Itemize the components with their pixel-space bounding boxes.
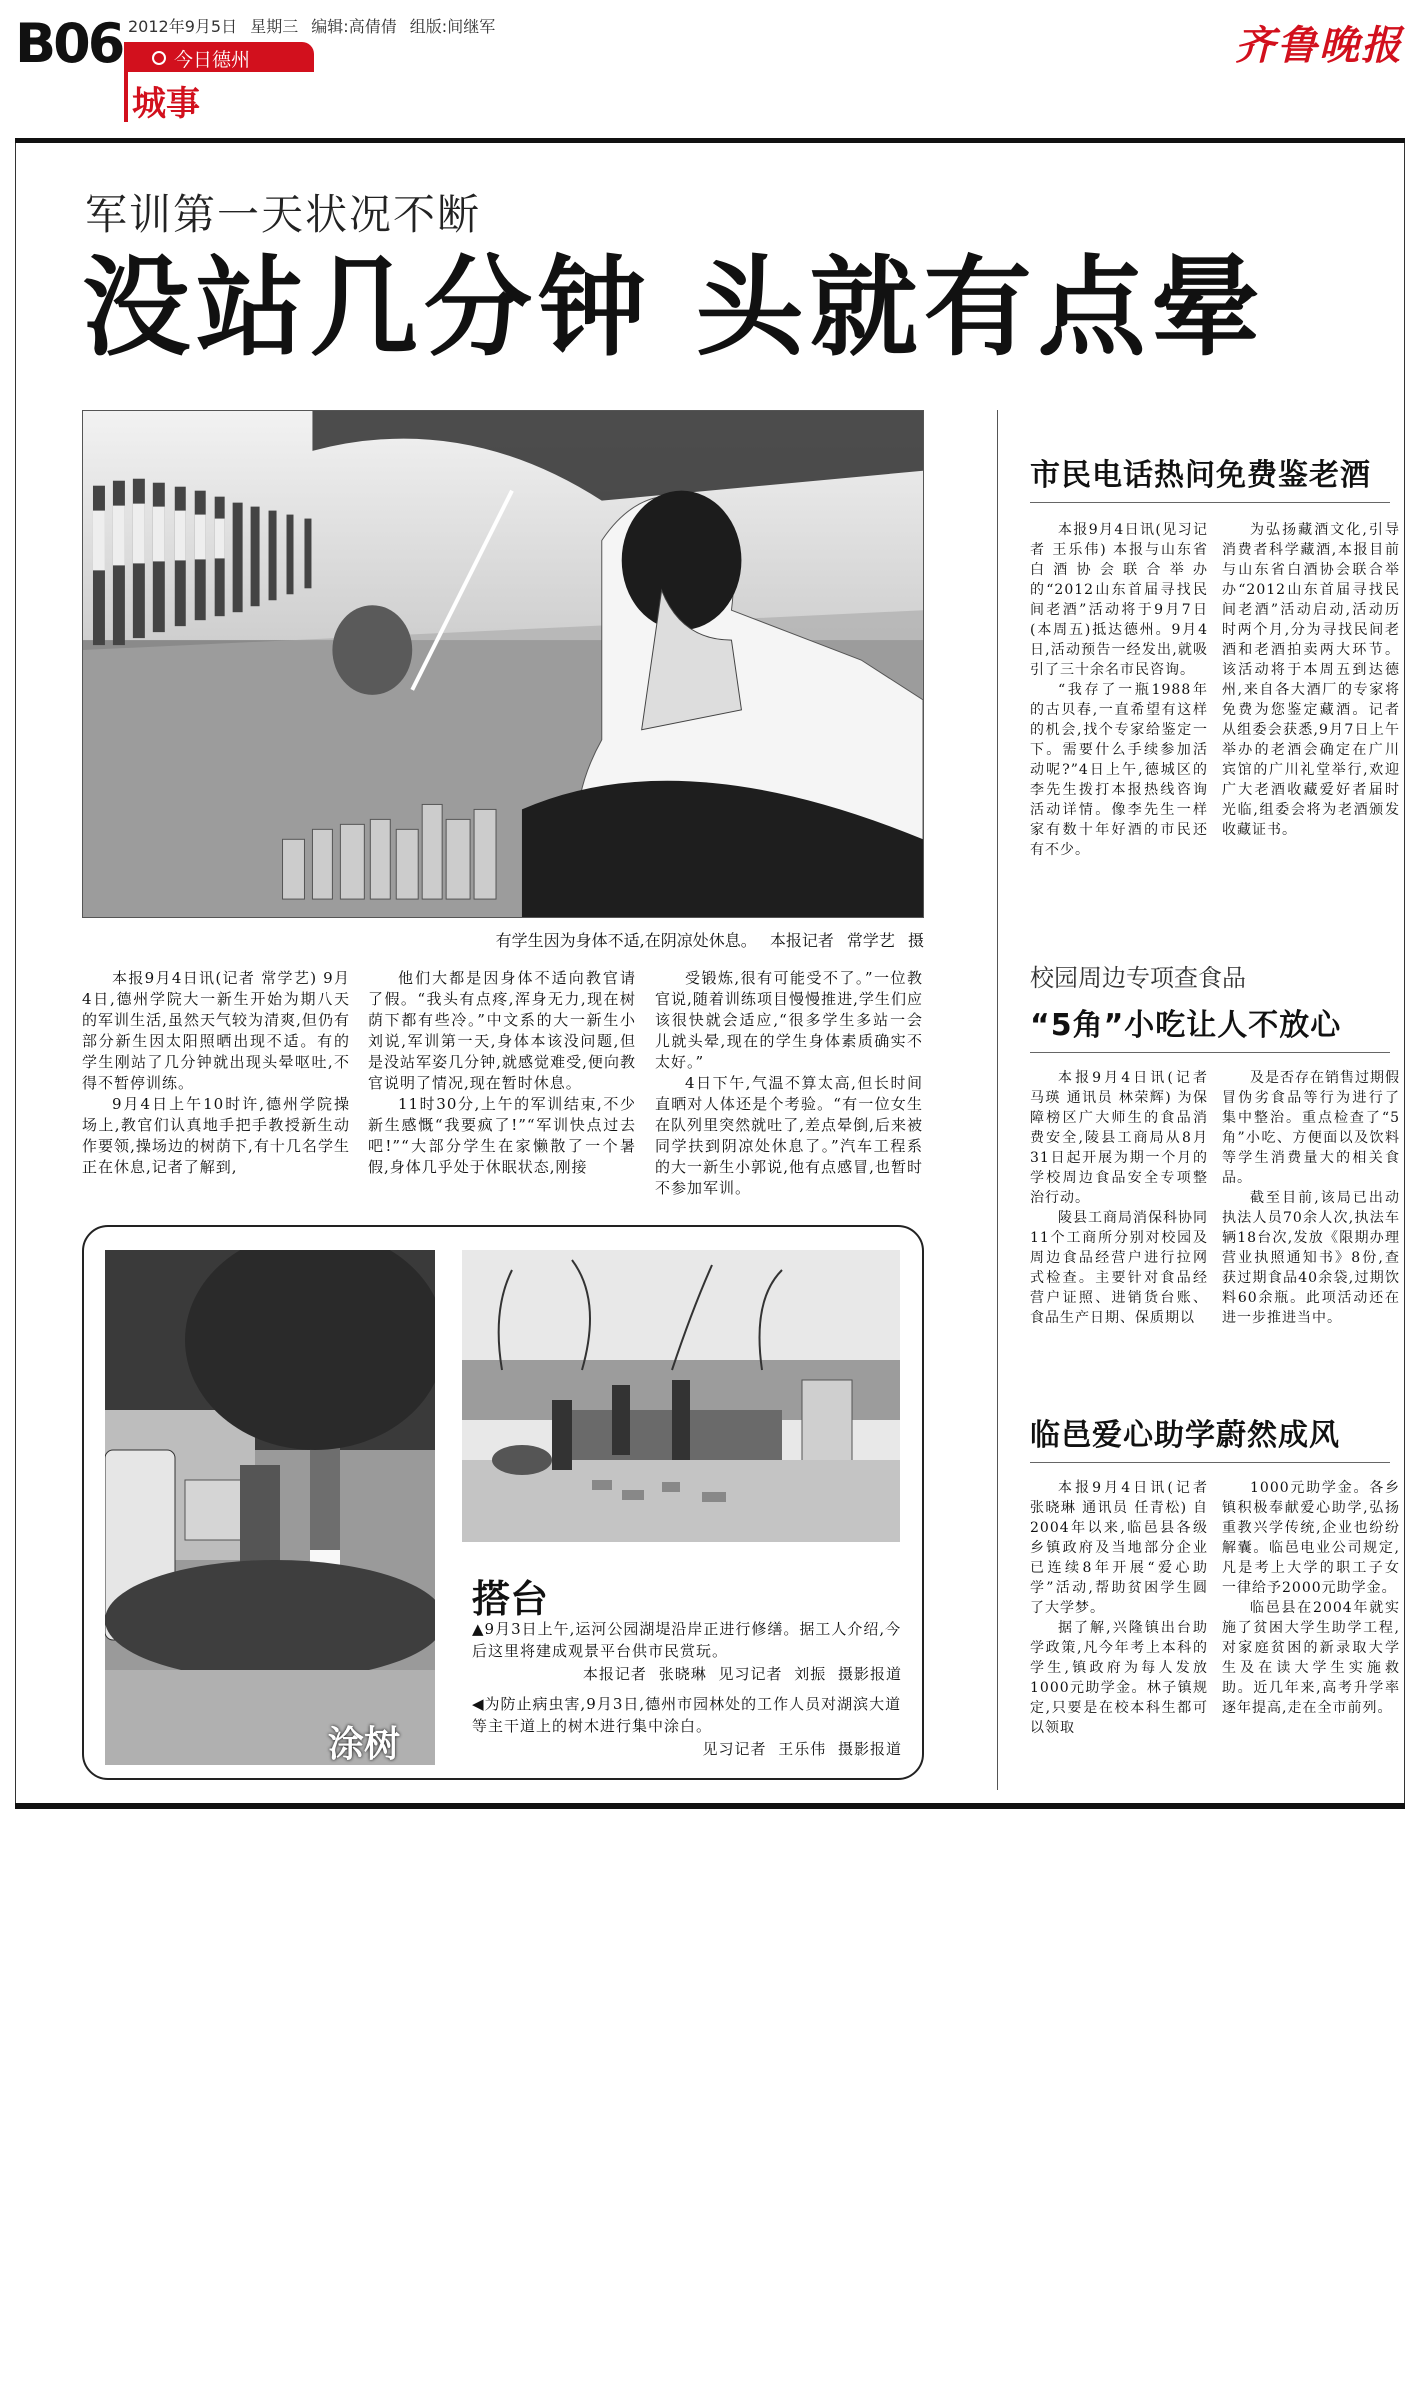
tree-painting-photo bbox=[105, 1250, 435, 1765]
paragraph: 受锻炼,很有可能受不了。”一位教官说,随着训练项目慢慢推进,学生们应该很快就会适应,“很多学生多站一会儿就头晕,现在的学生身体素质确实不太好。” bbox=[655, 969, 923, 1071]
issue-info bbox=[128, 14, 495, 37]
editor-credit: 编辑:高倩倩 bbox=[311, 17, 397, 36]
page-number: B06 bbox=[15, 12, 123, 75]
section-title: 城事 bbox=[132, 84, 200, 124]
masthead-logo: 齐鲁晚报 bbox=[1235, 22, 1403, 69]
photo-caption: 有学生因为身体不适,在阴凉处休息。 本报记者 常学艺 摄 bbox=[495, 931, 924, 950]
layout-credit: 组版:间继军 bbox=[409, 17, 496, 36]
photo-credit-datai: 本报记者 张晓琳 见习记者 刘振 摄影报道 bbox=[582, 1665, 902, 1683]
article-headline-food: “5角”小吃让人不放心 bbox=[1030, 1008, 1342, 1043]
paragraph: 本报9月4日讯(记者 马瑛 通讯员 林荣辉) 为保障榜区广大师生的食品消费安全,陵县工商局从8月31日起开展为期一个月的学校周边食品安全专项整治行动。 bbox=[1030, 1070, 1208, 1206]
rule bbox=[1030, 1052, 1390, 1053]
paragraph: 为弘扬藏酒文化,引导消费者科学藏酒,本报目前与山东省白酒协会联合举办“2012山东首届寻找民间老酒”活动启动,活动历时两个月,分为寻找民间老酒和老酒拍卖两大环节。该活动将于本周五到达德州,来自各大酒厂的专家将免费为您鉴定藏酒。记者从组委会获悉,9月7日上午举办的老酒会确定在广川宾馆的广川礼堂举行,欢迎广大老酒收藏爱好者届时光临,组委会将为老酒颁发收藏证书。 bbox=[1222, 522, 1400, 838]
paragraph: 他们大都是因身体不适向教官请了假。“我头有点疼,浑身无力,现在树荫下都有些冷。”中文系的大一新生小刘说,军训第一天,身体本该没问题,但是没站军姿几分钟,就感觉难受,便向教官说明了情况,现在暂时休息。 bbox=[368, 969, 636, 1092]
article-headline: 没站几分钟 头就有点晕 bbox=[82, 246, 1266, 371]
photo-caption-tushu: ◀为防止病虫害,9月3日,德州市园林处的工作人员对湖滨大道等主干道上的树木进行集中涂白。 bbox=[472, 1695, 902, 1735]
paragraph: 本报9月4日讯(记者 张晓琳 通讯员 任青松) 自2004年以来,临邑县各级乡镇政府及当地部分企业已连续8年开展“爱心助学”活动,帮助贫困学生圆了大学梦。 bbox=[1030, 1480, 1208, 1616]
paragraph: 本报9月4日讯(记者 常学艺) 9月4日,德州学院大一新生开始为期八天的军训生活,虽然天气较为清爽,但仍有部分新生因太阳照晒出现不适。有的学生刚站了几分钟就出现头晕呕吐,不得不暂停训练。 bbox=[82, 969, 350, 1092]
bottom-rule bbox=[15, 1803, 1405, 1809]
article-column bbox=[368, 968, 636, 1178]
article-column bbox=[1030, 1068, 1208, 1328]
section-tag: 今日德州 bbox=[128, 42, 314, 72]
paragraph: “我存了一瓶1988年的古贝春,一直希望有这样的机会,找个专家给鉴定一下。需要什么手续参加活动呢?”4日上午,德城区的李先生拨打本报热线咨询活动详情。像李先生一样家有数十年好酒的市民还有不少。 bbox=[1030, 682, 1208, 858]
paragraph: 9月4日上午10时许,德州学院操场上,教官们认真地手把手教授新生动作要领,操场边的树荫下,有十几名学生正在休息,记者了解到, bbox=[82, 1095, 350, 1176]
issue-date: 2012年9月5日 bbox=[128, 17, 238, 36]
article-kicker: 军训第一天状况不断 bbox=[85, 190, 482, 239]
article-column bbox=[82, 968, 350, 1178]
article-kicker-food: 校园周边专项查食品 bbox=[1030, 964, 1246, 992]
article-column bbox=[1030, 520, 1208, 860]
paragraph: 及是否存在销售过期假冒伪劣食品等行为进行了集中整治。重点检查了“5角”小吃、方便面以及饮料等学生消费量大的相关食品。 bbox=[1222, 1070, 1400, 1186]
paragraph: 截至目前,该局已出动执法人员70余人次,执法车辆18台次,发放《限期办理营业执照通知书》8份,查获过期食品40余袋,过期饮料60余瓶。此项活动还在进一步推进当中。 bbox=[1222, 1190, 1400, 1326]
article-column bbox=[1222, 1478, 1400, 1718]
article-column bbox=[655, 968, 923, 1199]
paragraph: 据了解,兴隆镇出台助学政策,凡今年考上本科的学生,镇政府为每人发放1000元助学金。林子镇规定,只要是在校本科生都可以领取 bbox=[1030, 1620, 1208, 1736]
column-separator bbox=[997, 410, 998, 1790]
paragraph: 11时30分,上午的军训结束,不少新生感慨“我要疯了!”“军训快点过去吧!”“大部分学生在家懒散了一个暑假,身体几乎处于休眠状态,刚接 bbox=[368, 1095, 636, 1176]
military-training-photo bbox=[82, 410, 924, 918]
paragraph: 陵县工商局消保科协同11个工商所分别对校园及周边食品经营户进行拉网式检查。主要针对食品经营户证照、进销货台账、食品生产日期、保质期以 bbox=[1030, 1210, 1208, 1326]
section-bar bbox=[124, 42, 128, 122]
paragraph: 临邑县在2004年就实施了贫困大学生助学工程,对家庭贫困的新录取大学生及在读大学生实施救助。近几年来,高考升学率逐年提高,走在全市前列。 bbox=[1222, 1600, 1400, 1716]
rule bbox=[1030, 1462, 1390, 1463]
paragraph: 本报9月4日讯(见习记者 王乐伟) 本报与山东省白酒协会联合举办的“2012山东首届寻找民间老酒”活动将于9月7日(本周五)抵达德州。9月4日,活动预告一经发出,就吸引了三十余名市民咨询。 bbox=[1030, 522, 1208, 678]
article-column bbox=[1030, 1478, 1208, 1738]
platform-construction-photo bbox=[462, 1250, 900, 1542]
article-column bbox=[1222, 520, 1400, 840]
article-column bbox=[1222, 1068, 1400, 1328]
article-headline-education: 临邑爱心助学蔚然成风 bbox=[1030, 1418, 1340, 1453]
photo-label-datai: 搭台 bbox=[472, 1577, 549, 1621]
photo-caption-datai: ▲9月3日上午,运河公园湖堤沿岸正进行修缮。据工人介绍,今后这里将建成观景平台供市民赏玩。 bbox=[472, 1620, 902, 1660]
rule bbox=[1030, 502, 1390, 503]
issue-weekday: 星期三 bbox=[250, 17, 299, 36]
photo-credit-tushu: 见习记者 王乐伟 摄影报道 bbox=[702, 1740, 902, 1758]
paragraph: 4日下午,气温不算太高,但长时间直晒对人体还是个考验。“有一位女生在队列里突然就吐了,差点晕倒,后来被同学扶到阴凉处休息了。”汽车工程系的大一新生小郭说,他有点感冒,也暂时不参加军训。 bbox=[655, 1074, 923, 1197]
paragraph: 1000元助学金。各乡镇积极奉献爱心助学,弘扬重教兴学传统,企业也纷纷解囊。临邑电业公司规定,凡是考上大学的职工子女一律给予2000元助学金。 bbox=[1222, 1480, 1400, 1596]
article-headline-liquor: 市民电话热问免费鉴老酒 bbox=[1030, 458, 1371, 493]
photo-label-tushu: 涂树 bbox=[328, 1724, 401, 1765]
